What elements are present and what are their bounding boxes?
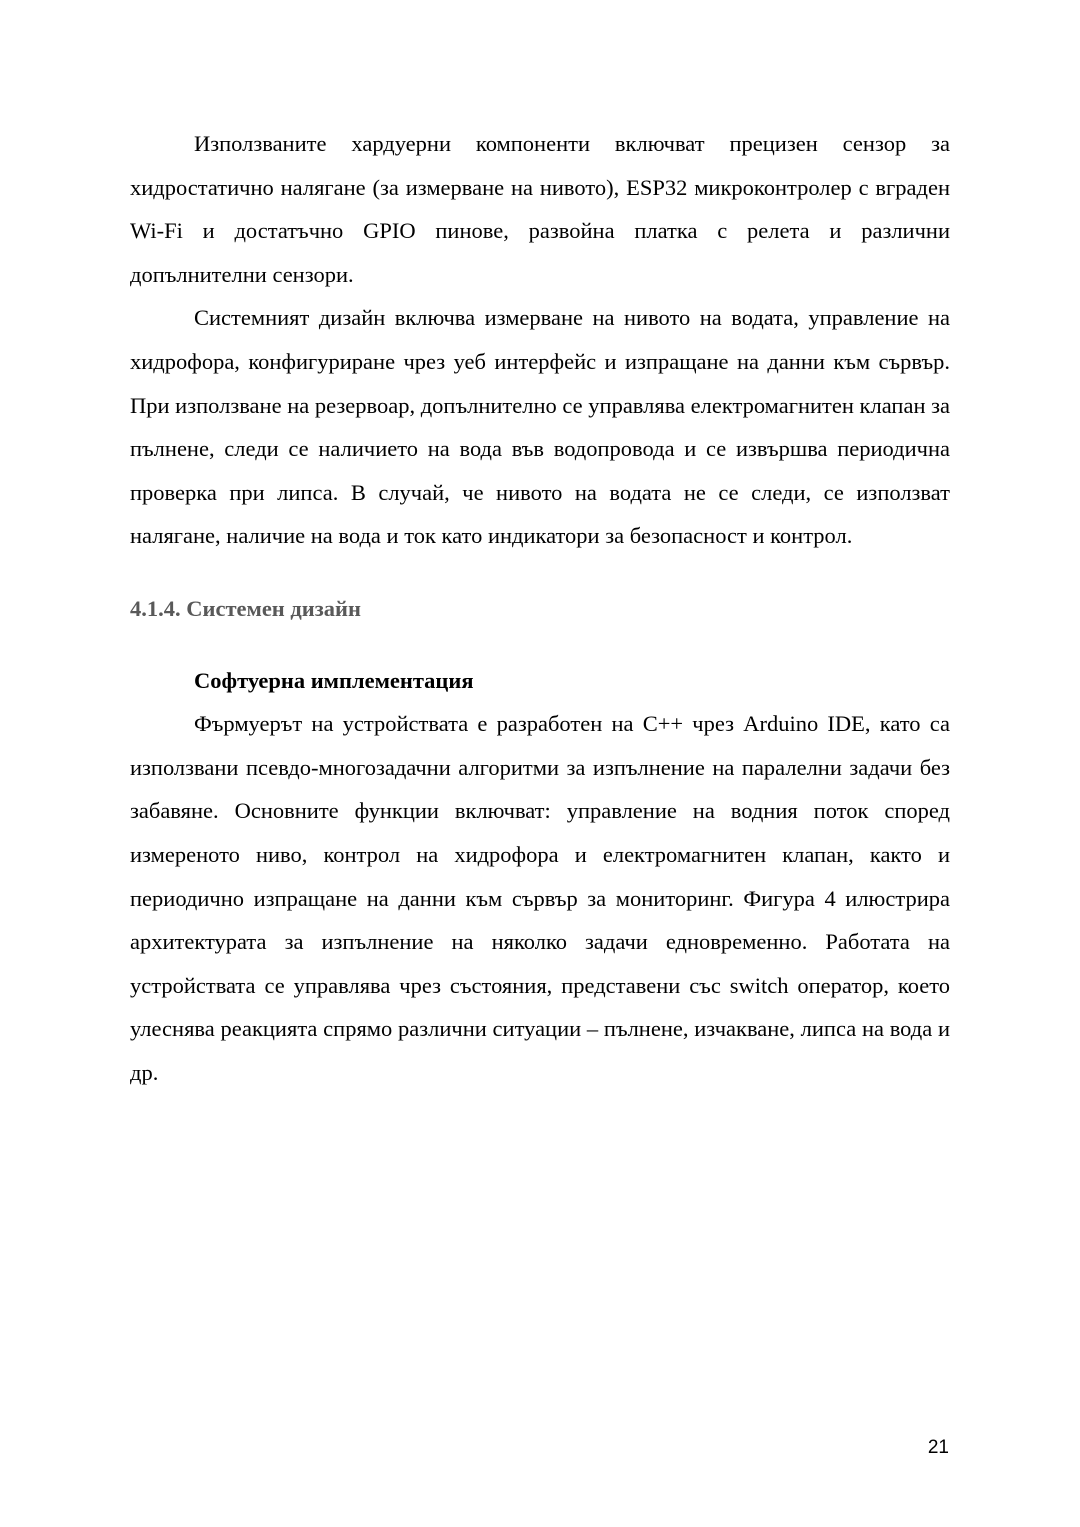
paragraph-system-design: Системният дизайн включва измерване на нивото на водата, управление на хидрофора, конфигуриране чрез уеб интерфейс и изпращане на данни към сървър. При използване на резервоар, допълнително се управлява електромагнитен клапан за пълнене, следи се наличието на вода във водопровода и се извършва периодична проверка при липса. В случай, че нивото на водата не се следи, се използват налягане, наличие на вода и ток като индикатори за безопасност и контрол.	[130, 305, 950, 549]
paragraph-hardware-components: Използваните хардуерни компоненти включват прецизен сензор за хидростатично налягане (за измерване на нивото), ESP32 микроконтролер с вграден Wi-Fi и достатъчно GPIO пинове, развойна платка с релета и различни допълнителни сензори.	[130, 131, 950, 287]
page-number: 21	[927, 1437, 949, 1458]
section-heading: 4.1.4. Системен дизайн	[130, 595, 361, 621]
page-content	[130, 122, 950, 1094]
subheading-software-implementation: Софтуерна имплементация	[194, 667, 474, 693]
paragraph-firmware: Фърмуерът на устройствата е разработен на C++ чрез Arduino IDE, като са използвани псевдо-многозадачни алгоритми за изпълнение на паралелни задачи без забавяне. Основните функции включват: управление на водния поток според измереното ниво, контрол на хидрофора и електромагнитен клапан, както и периодично изпращане на данни към сървър за мониторинг. Фигура 4 илюстрира архитектурата за изпълнение на няколко задачи едновременно. Работата на устройствата се управлява чрез състояния, представени със switch оператор, което улеснява реакцията спрямо различни ситуации – пълнене, изчакване, липса на вода и др.	[130, 711, 950, 1085]
